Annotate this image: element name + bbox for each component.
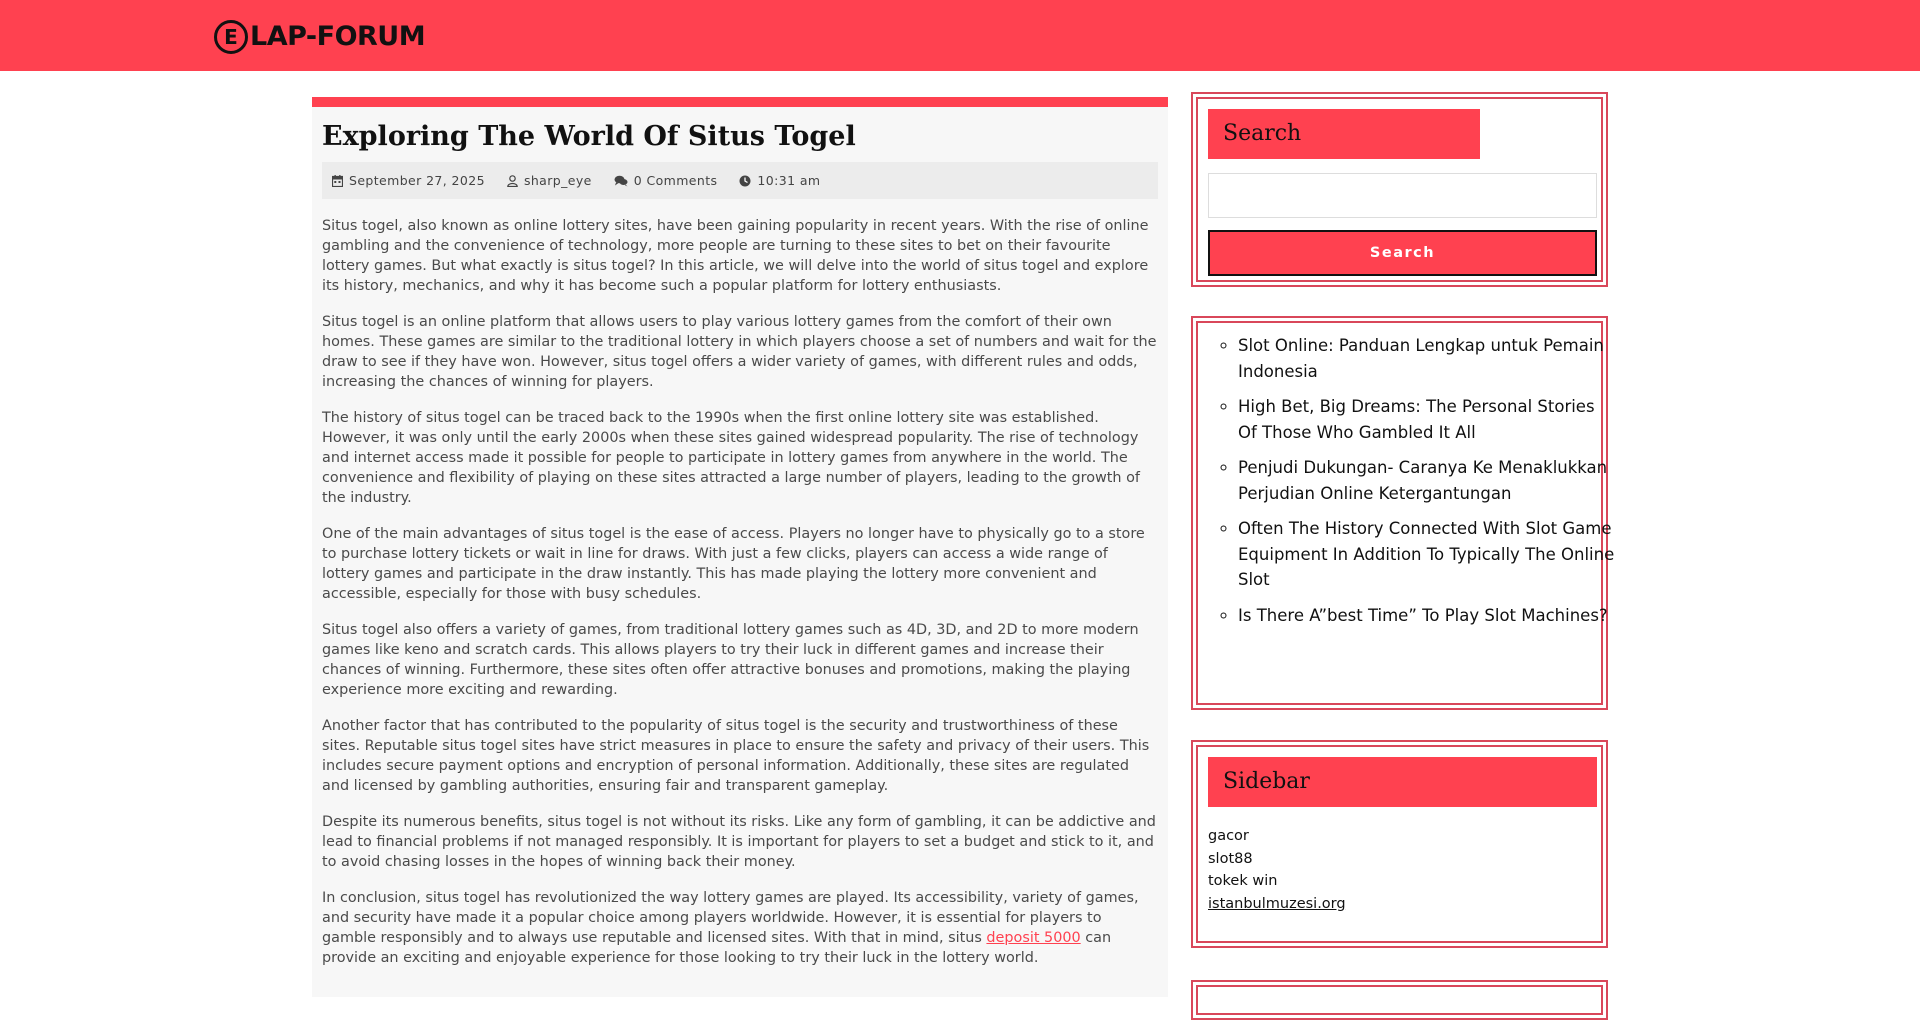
recent-post-link[interactable]: ◦ Often The History Connected With Slot Game Equipment In Addition To Typically The Online Slot (1238, 516, 1618, 593)
search-widget (1191, 92, 1608, 287)
logo-mark-icon: E (214, 20, 248, 54)
post-article (312, 97, 1168, 997)
site-header (0, 0, 1920, 71)
post-author[interactable] (507, 173, 592, 188)
post-date-text: September 27, 2025 (349, 173, 485, 188)
search-input[interactable] (1208, 173, 1597, 218)
recent-posts-list (1208, 333, 1618, 638)
paragraph: Situs togel is an online platform that allows users to play various lottery games from the comfort of their own homes. These games are similar to the traditional lottery in which players choose a set of numbers and wait for the draw to see if they have won. However, situs togel offers a wider variety of games, with different rules and odds, increasing the chances of winning for players. (322, 314, 1157, 390)
paragraph: Situs togel also offers a variety of games, from traditional lottery games such as 4D, 3D, and 2D to more modern games like keno and scratch cards. This allows players to try their luck in different games and increase their chances of winning. Furthermore, these sites often offer attractive bonuses and promotions, making the playing experience more exciting and rewarding. (322, 622, 1139, 698)
paragraph: One of the main advantages of situs togel is the ease of access. Players no longer have to physically go to a store to purchase lottery tickets or wait in line for draws. With just a few clicks, players can access a wide range of lottery games and participate in the draw instantly. This has made playing the lottery more convenient and accessible, especially for those with busy schedules. (322, 526, 1145, 602)
post-title: Exploring The World Of Situs Togel (322, 121, 856, 152)
logo-text: LAP-FORUM (250, 21, 426, 52)
recent-post-link[interactable]: ◦ High Bet, Big Dreams: The Personal Stories Of Those Who Gambled It All (1238, 394, 1618, 445)
clock-icon (739, 175, 751, 187)
sidebar-widget-title: Sidebar (1208, 757, 1597, 807)
post-comments-text: 0 Comments (633, 173, 718, 188)
search-button[interactable]: Search (1208, 230, 1597, 276)
sidebar-link-slot88[interactable]: slot88 (1208, 850, 1253, 867)
calendar-icon (332, 175, 343, 187)
search-widget-inner (1196, 97, 1603, 282)
sidebar-link-tokek-win[interactable]: tokek win (1208, 873, 1278, 889)
sidebar-widget-inner (1196, 745, 1603, 943)
post-time (739, 173, 820, 188)
recent-post-link[interactable]: ◦ Penjudi Dukungan- Caranya Ke Menaklukkan Perjudian Online Ketergantungan (1238, 455, 1618, 506)
paragraph: The history of situs togel can be traced back to the 1990s when the first online lottery site was established. However, it was only until the early 2000s when these sites gained widespread popularity. The rise of technology and internet access made it possible for people to participate in lottery games from anywhere in the world. The convenience and flexibility of playing on these sites attracted a large number of players, leading to the growth of the industry. (322, 410, 1140, 506)
post-author-text: sharp_eye (523, 173, 592, 188)
recent-post-link[interactable]: ◦ Slot Online: Panduan Lengkap untuk Pemain Indonesia (1238, 333, 1618, 384)
paragraph-text: can provide an exciting and enjoyable experience for those looking to try their luck in the lottery world. (322, 930, 1112, 966)
post-time-text: 10:31 am (757, 173, 821, 188)
recent-post-link[interactable]: ◦ Is There A”best Time” To Play Slot Machines? (1238, 603, 1618, 629)
site-logo[interactable] (214, 17, 425, 57)
paragraph: Situs togel, also known as online lottery sites, have been gaining popularity in recent years. With the rise of online gambling and the convenience of technology, more people are turning to these sites to bet on their favourite lottery games. But what exactly is situs togel? In this article, we will delve into the world of situs togel and explore its history, mechanics, and why it has become such a popular platform for lottery enthusiasts. (322, 218, 1149, 294)
sidebar-link-gacor[interactable]: gacor (1208, 828, 1249, 844)
deposit-link[interactable]: deposit 5000 (986, 930, 1081, 946)
paragraph: Another factor that has contributed to the popularity of situs togel is the security and trustworthiness of these sites. Reputable situs togel sites have strict measures in place to ensure the safety and privacy of their users. This includes secure payment options and encryption of personal information. Additionally, these sites are regulated and licensed by gambling authorities, ensuring fair and transparent gameplay. (322, 718, 1150, 794)
sidebar-widget (1191, 740, 1608, 948)
user-icon (507, 175, 518, 187)
comments-icon (614, 175, 628, 187)
paragraph: Despite its numerous benefits, situs togel is not without its risks. Like any form of gambling, it can be addictive and lead to financial problems if not managed responsibly. It is important for players to set a budget and stick to it, and to avoid chasing losses in the hopes of winning back their money. (322, 814, 1156, 870)
sidebar-links (1208, 825, 1346, 915)
recent-posts-widget-inner (1196, 321, 1615, 705)
post-date[interactable] (332, 173, 485, 188)
post-meta (322, 162, 1158, 199)
sidebar-link-istanbulmuzesi[interactable]: istanbulmuzesi.org (1208, 895, 1346, 912)
post-content (322, 216, 1158, 984)
paragraph-text: In conclusion, situs togel has revolutionized the way lottery games are played. Its accessibility, variety of games, and security have made it a popular choice among players worldwide. However, it is essential for players to gamble responsibly and to always use reputable and licensed sites. With that in mind, situs (322, 890, 1139, 946)
search-widget-title: Search (1208, 109, 1480, 159)
post-comments[interactable] (614, 173, 718, 188)
next-widget (1191, 980, 1608, 1020)
paragraph-conclusion (322, 888, 1158, 968)
next-widget-inner (1196, 985, 1603, 1015)
recent-posts-widget (1191, 316, 1615, 710)
